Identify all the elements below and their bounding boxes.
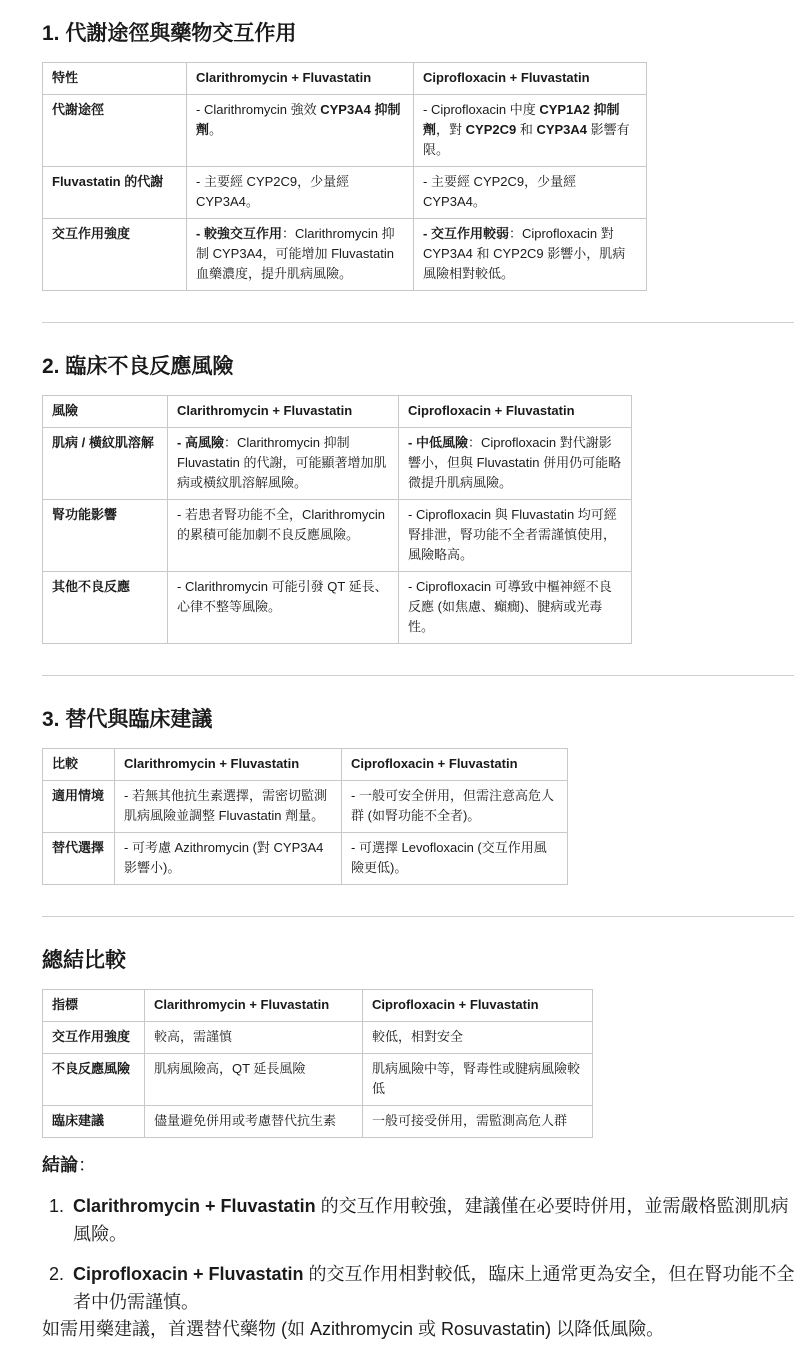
table-cell — [168, 572, 399, 644]
column-header: 特性 — [43, 63, 187, 95]
text-segment: - Clarithromycin 強效 — [196, 102, 321, 117]
section-title: 總結比較 — [42, 949, 126, 972]
row-label — [43, 572, 168, 644]
table-row — [43, 1054, 593, 1106]
conclusion-heading — [42, 1152, 800, 1178]
table-cell — [399, 500, 632, 572]
table-cell — [414, 219, 647, 291]
text-segment: 交互作用強度 — [52, 226, 131, 241]
row-label — [43, 219, 187, 291]
table-header-row — [43, 990, 593, 1022]
table-cell — [168, 500, 399, 572]
table-cell — [145, 1106, 363, 1138]
section-divider — [42, 675, 794, 676]
table-cell — [363, 1054, 593, 1106]
table-header-row — [43, 63, 647, 95]
row-label — [43, 781, 115, 833]
table-row — [43, 781, 568, 833]
text-segment: 和 — [516, 122, 537, 137]
text-segment: - 可選擇 Levofloxacin (交互作用風險更低)。 — [351, 840, 547, 875]
column-header: Clarithromycin + Fluvastatin — [115, 749, 342, 781]
text-segment: 肌病風險高，QT 延長風險 — [154, 1061, 306, 1076]
text-segment: Ciprofloxacin + Fluvastatin — [73, 1264, 304, 1284]
text-segment: ：Ciprofloxacin 對 CYP3A4 和 CYP2C9 影響小，肌病風險相對較低。 — [423, 226, 626, 281]
text-segment: 較低，相對安全 — [372, 1029, 464, 1044]
column-header: Ciprofloxacin + Fluvastatin — [399, 396, 632, 428]
table-row — [43, 428, 632, 500]
text-segment: - 若無其他抗生素選擇，需密切監測肌病風險並調整 Fluvastatin 劑量。 — [124, 788, 327, 823]
text-segment: - 中低風險 — [408, 435, 468, 450]
table-row — [43, 1106, 593, 1138]
row-label — [43, 1106, 145, 1138]
text-segment: - Ciprofloxacin 中度 — [423, 102, 540, 117]
comparison-table — [42, 395, 632, 644]
conclusion-title: 結論 — [42, 1155, 78, 1175]
table-row — [43, 1022, 593, 1054]
table-header-row — [43, 396, 632, 428]
text-segment: 其他不良反應 — [52, 579, 131, 594]
text-segment: - 主要經 CYP2C9，少量經 CYP3A4。 — [423, 174, 577, 209]
text-segment: - Clarithromycin 可能引發 QT 延長、心律不整等風險。 — [177, 579, 388, 614]
text-segment: 影響有限。 — [423, 122, 630, 157]
column-header: 比較 — [43, 749, 115, 781]
row-label — [43, 1054, 145, 1106]
comparison-table — [42, 62, 647, 291]
text-segment: - Ciprofloxacin 可導致中樞神經不良反應 (如焦慮、癲癇)、腱病或光毒性。 — [408, 579, 612, 634]
text-segment: 替代選擇 — [52, 840, 105, 855]
row-label — [43, 428, 168, 500]
table-cell — [363, 1106, 593, 1138]
table-row — [43, 167, 647, 219]
column-header: Clarithromycin + Fluvastatin — [145, 990, 363, 1022]
table-row — [43, 833, 568, 885]
document — [0, 20, 800, 1342]
text-segment: 不良反應風險 — [52, 1061, 131, 1076]
table-cell — [168, 428, 399, 500]
column-header: Clarithromycin + Fluvastatin — [187, 63, 414, 95]
table-cell — [342, 833, 568, 885]
comparison-table — [42, 989, 593, 1138]
table-cell — [414, 95, 647, 167]
text-segment: 儘量避免併用或考慮替代抗生素 — [154, 1113, 337, 1128]
text-segment: - 較強交互作用 — [196, 226, 282, 241]
text-segment: CYP2C9 — [465, 122, 517, 137]
final-note: 如需用藥建議，首選替代藥物 (如 Azithromycin 或 Rosuvastatin) 以降低風險。 — [42, 1319, 665, 1339]
text-segment: 的交互作用相對較低，臨床上通常更為安全，但在腎功能不全者中仍需謹慎。 — [73, 1264, 795, 1312]
row-label — [43, 500, 168, 572]
section-title: 3. 替代與臨床建議 — [42, 708, 213, 731]
table-cell — [145, 1054, 363, 1106]
text-segment: 的交互作用較強，建議僅在必要時併用，並需嚴格監測肌病風險。 — [73, 1196, 789, 1244]
text-segment: 臨床建議 — [52, 1113, 105, 1128]
conclusion-list — [42, 1192, 800, 1316]
row-label — [43, 95, 187, 167]
table-cell — [115, 781, 342, 833]
conclusion-item — [69, 1192, 800, 1248]
text-segment: - Ciprofloxacin 與 Fluvastatin 均可經腎排泄，腎功能不全者需謹慎使用，風險略高。 — [408, 507, 617, 562]
text-segment: - 主要經 CYP2C9，少量經 CYP3A4。 — [196, 174, 350, 209]
text-segment: ：Clarithromycin 抑制 Fluvastatin 的代謝，可能顯著增加肌病或橫紋肌溶解風險。 — [177, 435, 387, 490]
row-label — [43, 167, 187, 219]
column-header: 指標 — [43, 990, 145, 1022]
text-segment: 代謝途徑 — [52, 102, 105, 117]
table-cell — [363, 1022, 593, 1054]
column-header: Ciprofloxacin + Fluvastatin — [414, 63, 647, 95]
table-row — [43, 95, 647, 167]
comparison-table — [42, 748, 568, 885]
text-segment: - 可考慮 Azithromycin (對 CYP3A4 影響小)。 — [124, 840, 324, 875]
row-label — [43, 833, 115, 885]
text-segment: - 交互作用較弱 — [423, 226, 509, 241]
table-row — [43, 572, 632, 644]
table-row — [43, 500, 632, 572]
conclusion-colon: ： — [78, 1155, 96, 1175]
table-cell — [187, 219, 414, 291]
column-header: Clarithromycin + Fluvastatin — [168, 396, 399, 428]
table-cell — [342, 781, 568, 833]
table-cell — [115, 833, 342, 885]
column-header: 風險 — [43, 396, 168, 428]
table-cell — [145, 1022, 363, 1054]
section-title: 2. 臨床不良反應風險 — [42, 355, 234, 378]
text-segment: CYP1A2 抑制劑 — [423, 102, 620, 137]
text-segment: 適用情境 — [52, 788, 105, 803]
text-segment: 較高，需謹慎 — [154, 1029, 233, 1044]
text-segment: CYP3A4 抑制劑 — [196, 102, 401, 137]
text-segment: - 一般可安全併用，但需注意高危人群 (如腎功能不全者)。 — [351, 788, 554, 823]
text-segment: ：Clarithromycin 抑制 CYP3A4，可能增加 Fluvastatin 血藥濃度，提升肌病風險。 — [196, 226, 395, 281]
text-segment: Fluvastatin 的代謝 — [52, 174, 164, 189]
text-segment: 肌病 / 橫紋肌溶解 — [52, 435, 154, 450]
table-cell — [187, 95, 414, 167]
text-segment: ，對 — [436, 122, 466, 137]
text-segment: 肌病風險中等，腎毒性或腱病風險較低 — [372, 1061, 581, 1096]
text-segment: Clarithromycin + Fluvastatin — [73, 1196, 316, 1216]
text-segment: 。 — [209, 122, 223, 137]
text-segment: 一般可接受併用，需監測高危人群 — [372, 1113, 568, 1128]
table-cell — [187, 167, 414, 219]
section-title: 1. 代謝途徑與藥物交互作用 — [42, 22, 297, 45]
column-header: Ciprofloxacin + Fluvastatin — [342, 749, 568, 781]
table-cell — [399, 428, 632, 500]
table-row — [43, 219, 647, 291]
row-label — [43, 1022, 145, 1054]
section-divider — [42, 916, 794, 917]
text-segment: - 高風險 — [177, 435, 224, 450]
column-header: Ciprofloxacin + Fluvastatin — [363, 990, 593, 1022]
text-segment: - 若患者腎功能不全，Clarithromycin 的累積可能加劇不良反應風險。 — [177, 507, 386, 542]
text-segment: 交互作用強度 — [52, 1029, 131, 1044]
table-cell — [399, 572, 632, 644]
text-segment: 腎功能影響 — [52, 507, 118, 522]
table-cell — [414, 167, 647, 219]
text-segment: CYP3A4 — [536, 122, 588, 137]
text-segment: ：Ciprofloxacin 對代謝影響小，但與 Fluvastatin 併用仍可能略微提升肌病風險。 — [408, 435, 622, 490]
conclusion-item — [69, 1260, 800, 1316]
section-divider — [42, 322, 794, 323]
table-header-row — [43, 749, 568, 781]
